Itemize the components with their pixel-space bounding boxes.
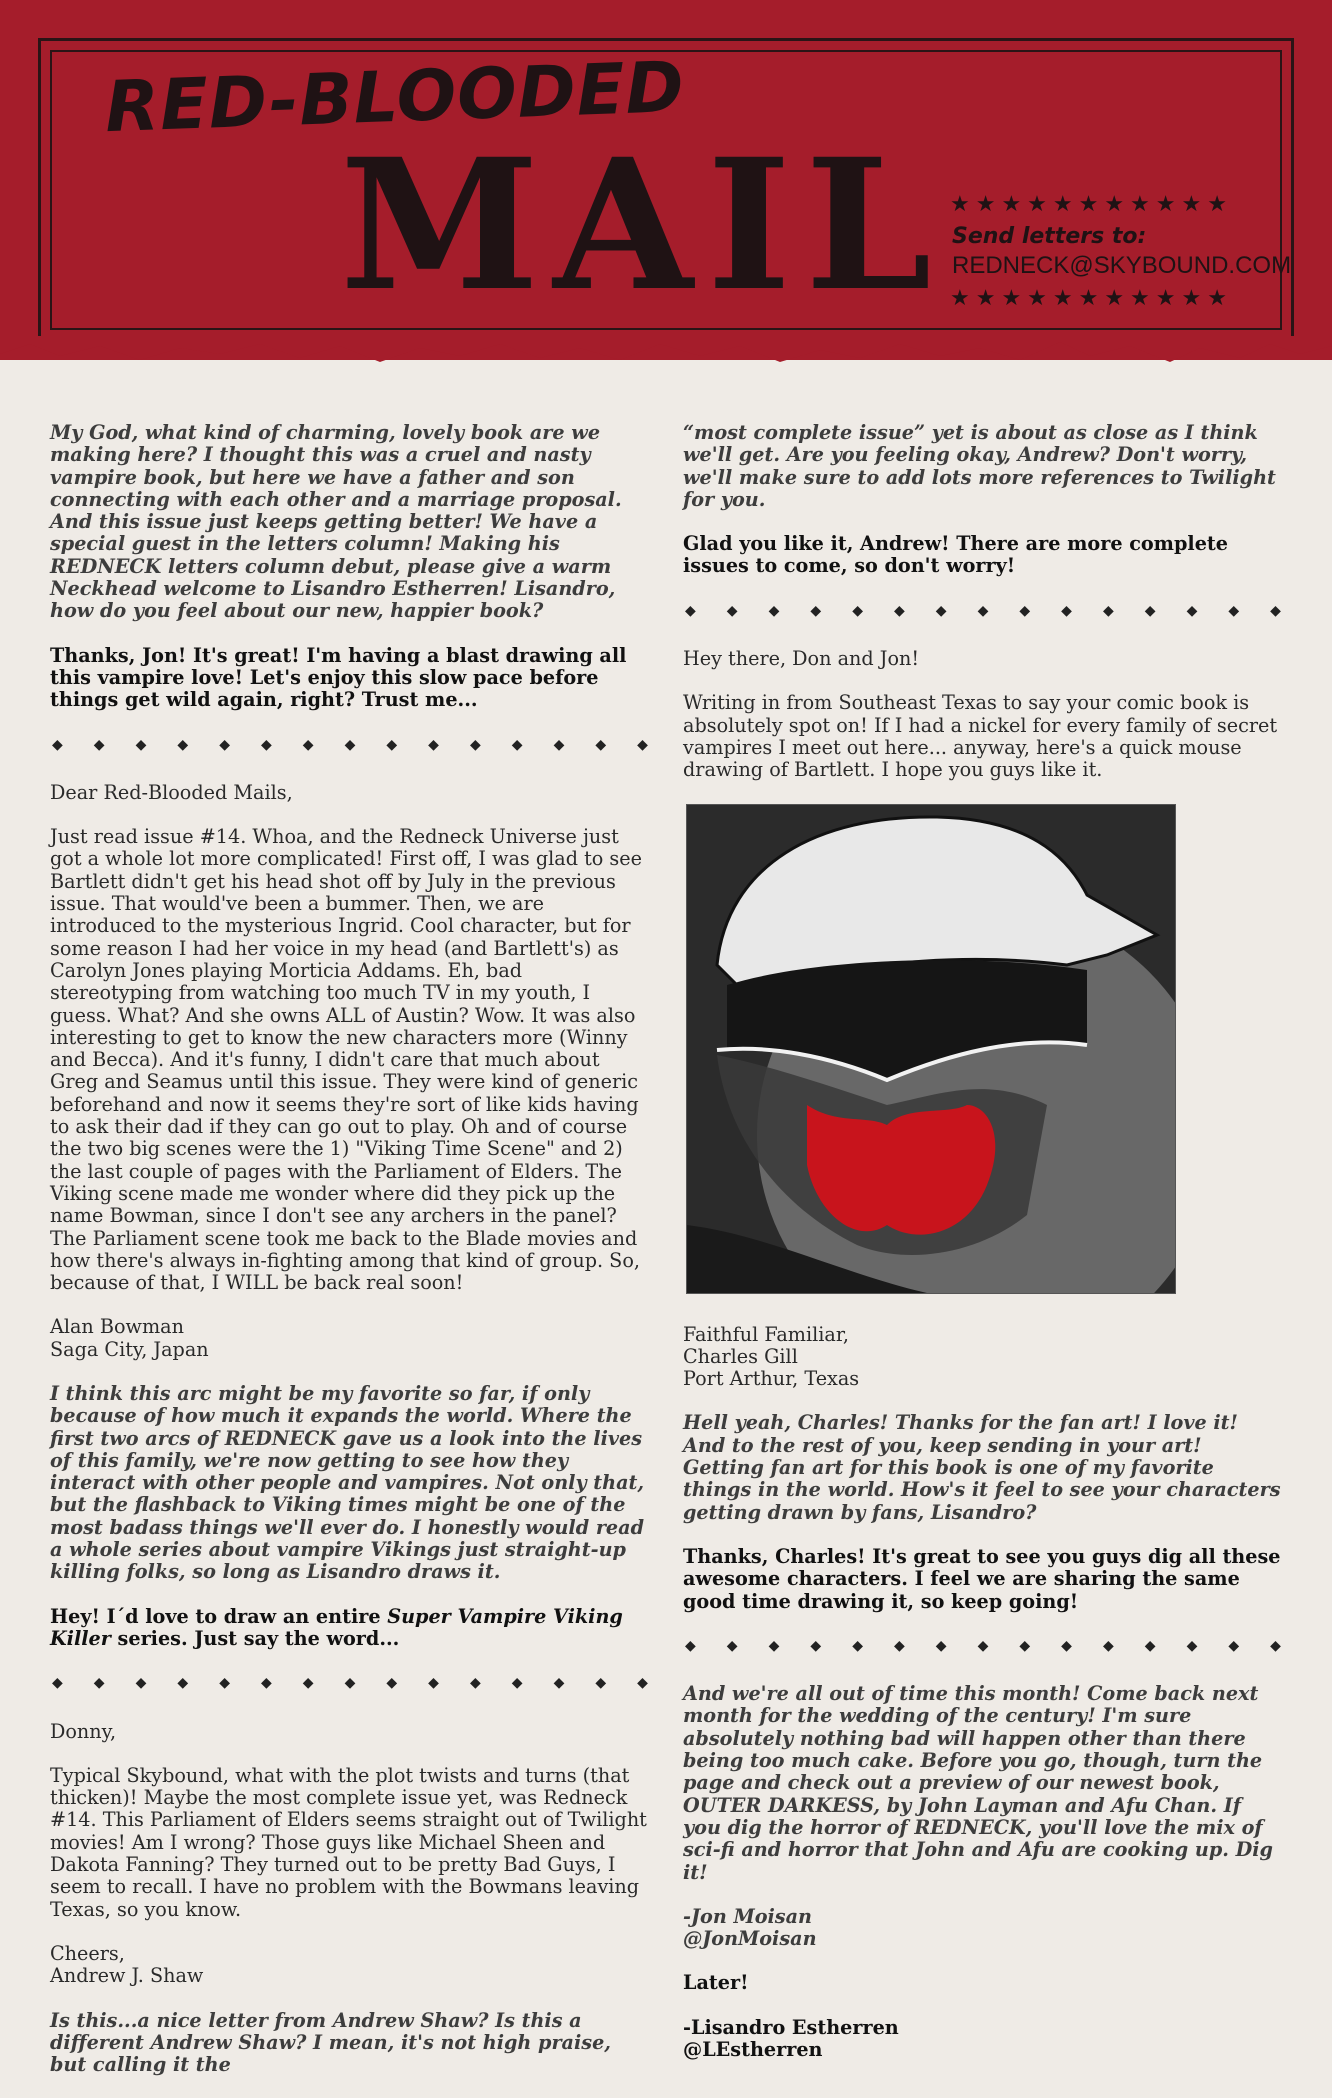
- editor-reply: Is this...a nice letter from Andrew Shaw? Is this a different Andrew Shaw? I mean, it's not high praise, but calling it the: [50, 2008, 611, 2077]
- stars-top-decoration: ★★★★★★★★★★★: [950, 192, 1233, 217]
- send-letters-label: Send letters to:: [952, 224, 1147, 249]
- letter-author: Charles Gill: [683, 1344, 798, 1368]
- artist-handle: @LEstherren: [683, 2037, 823, 2061]
- letter-location: Port Arthur, Texas: [683, 1367, 860, 1391]
- editor-signature: -Jon Moisan: [683, 1904, 812, 1928]
- divider-dots: ◆ ◆ ◆ ◆ ◆ ◆ ◆ ◆ ◆ ◆ ◆ ◆ ◆ ◆ ◆: [685, 602, 1281, 619]
- artist-signature: -Lisandro Estherren: [683, 2015, 899, 2039]
- artist-reply-title: Super Vampire Viking Killer: [50, 1604, 623, 1650]
- letter-body: Typical Skybound, what with the plot twists and turns (that thicken)! Maybe the most complete issue yet, was Redneck #14. This Parliament of Elders seems straight out of Twilight movies! Am I wrong? Those guys like Michael Sheen and Dakota Fanning? They turned out to be pretty Bad Guys, I seem to recall. I have no problem with the Bowmans leaving Texas, so you know.: [50, 1763, 647, 1921]
- artist-reply: Thanks, Charles! It's great to see you guys dig all these awesome characters. I feel we are sharing the same good time drawing it, so keep going!: [683, 1544, 1281, 1613]
- letter-signoff: Faithful Familiar,: [683, 1322, 850, 1346]
- artist-reply-end: series. Just say the word...: [110, 1626, 400, 1650]
- editor-reply: Hell yeah, Charles! Thanks for the fan art! I love it! And to the rest of you, keep sending in your art! Getting fan art for this book is one of my favorite things in the world. How's it feel to see your characters getting drawn by fans, Lisandro?: [683, 1411, 1281, 1524]
- letter-salutation: Hey there, Don and Jon!: [683, 647, 920, 671]
- title-red-blooded: RED-BLOODED: [103, 45, 686, 149]
- letter-signoff: Cheers,: [50, 1941, 125, 1965]
- divider-dots: ◆ ◆ ◆ ◆ ◆ ◆ ◆ ◆ ◆ ◆ ◆ ◆ ◆ ◆ ◆: [685, 1637, 1281, 1654]
- letter-salutation: Dear Red-Blooded Mails,: [50, 780, 293, 804]
- editor-intro: My God, what kind of charming, lovely book are we making here? I thought this was a cruel and nasty vampire book, but here we have a father and son connecting with each other and a marriage proposal. And this issue just keeps getting better! We have a special guest in the letters column! Making his REDNECK letters column debut, please give a warm Neckhead welcome to Lisandro Estherren! Lisandro, how do you feel about our new, happier book?: [50, 421, 622, 623]
- torn-edge: [0, 336, 1332, 376]
- right-column: [683, 422, 1283, 2083]
- fan-art-image: [686, 804, 1176, 1294]
- editor-reply-continued: “most complete issue” yet is about as close as I think we'll get. Are you feeling okay, Andrew? Don't worry, we'll make sure to add lots more references to Twilight for you.: [683, 421, 1276, 511]
- title-mail: MAIL: [340, 120, 946, 331]
- divider-dots: ◆ ◆ ◆ ◆ ◆ ◆ ◆ ◆ ◆ ◆ ◆ ◆ ◆ ◆ ◆: [52, 1675, 648, 1692]
- submission-email: REDNECK@SKYBOUND.COM: [952, 252, 1292, 279]
- artist-later: Later!: [683, 1971, 749, 1995]
- letter-body: Writing in from Southeast Texas to say your comic book is absolutely spot on! If I had a nickel for every family of secret vampires I meet out here... anyway, here's a quick mouse drawing of Bartlett. I hope you guys like it.: [683, 691, 1278, 782]
- letter-body: Just read issue #14. Whoa, and the Redneck Universe just got a whole lot more complicated! First off, I was glad to see Bartlett didn't get his head shot off by July in the previous issue. That would've been a bummer. Then, we are introduced to the mysterious Ingrid. Cool character, but for some reason I had her voice in my head (and Bartlett's) as Carolyn Jones playing Morticia Addams. Eh, bad stereotyping from watching too much TV in my youth, I guess. What? And she owns ALL of Austin? Wow. It was also interesting to get to know the new characters more (Winny and Becca). And it's funny, I didn't care that much about Greg and Seamus until this issue. They were kind of generic beforehand and now it seems they're sort of like kids having to ask their dad if they can go out to play. Oh and of course the two big scenes were the 1) "Viking Time Scene" and 2) the last couple of pages with the Parliament of Elders. The Viking scene made me wonder where did they pick up the name Bowman, since I don't see any archers in the panel? The Parliament scene took me back to the Blade movies and how there's always in-fighting among that kind of group. So, because of that, I WILL be back real soon!: [50, 825, 642, 1295]
- letter-salutation: Donny,: [50, 1719, 117, 1743]
- stars-bottom-decoration: ★★★★★★★★★★★: [950, 286, 1233, 311]
- artist-reply: Glad you like it, Andrew! There are more complete issues to come, so don't worry!: [683, 532, 1228, 578]
- letter-author: Alan Bowman: [50, 1315, 184, 1339]
- fan-art-bartlett-drawing: [687, 805, 1175, 1293]
- editor-handle: @JonMoisan: [683, 1927, 817, 1951]
- header-banner: [0, 0, 1332, 360]
- left-column: [50, 422, 650, 2098]
- divider-dots: ◆ ◆ ◆ ◆ ◆ ◆ ◆ ◆ ◆ ◆ ◆ ◆ ◆ ◆ ◆: [52, 736, 648, 753]
- artist-reply-start: Hey! I´d love to draw an entire: [50, 1604, 388, 1628]
- letter-author: Andrew J. Shaw: [50, 1964, 204, 1988]
- editor-reply: I think this arc might be my favorite so far, if only because of how much it expands the world. Where the first two arcs of REDNECK gave us a look into the lives of this family, we're now getting to see how they interact with other people and vampires. Not only that, but the flashback to Viking times might be one of the most badass things we'll ever do. I honestly would read a whole series about vampire Vikings just straight-up killing folks, so long as Lisandro draws it.: [50, 1381, 645, 1584]
- letter-location: Saga City, Japan: [50, 1337, 209, 1361]
- artist-reply: [50, 1606, 650, 1651]
- artist-intro: Thanks, Jon! It's great! I'm having a blast drawing all this vampire love! Let's enjoy this slow pace before things get wild again, right? Trust me...: [50, 643, 627, 712]
- editor-closing: And we're all out of time this month! Come back next month for the wedding of the century! I'm sure absolutely nothing bad will happen other than there being too much cake. Before you go, though, turn the page and check out a preview of our newest book, OUTER DARKESS, by John Layman and Afu Chan. If you dig the horror of REDNECK, you'll love the mix of sci-fi and horror that John and Afu are cooking up. Dig it!: [683, 1682, 1273, 1884]
